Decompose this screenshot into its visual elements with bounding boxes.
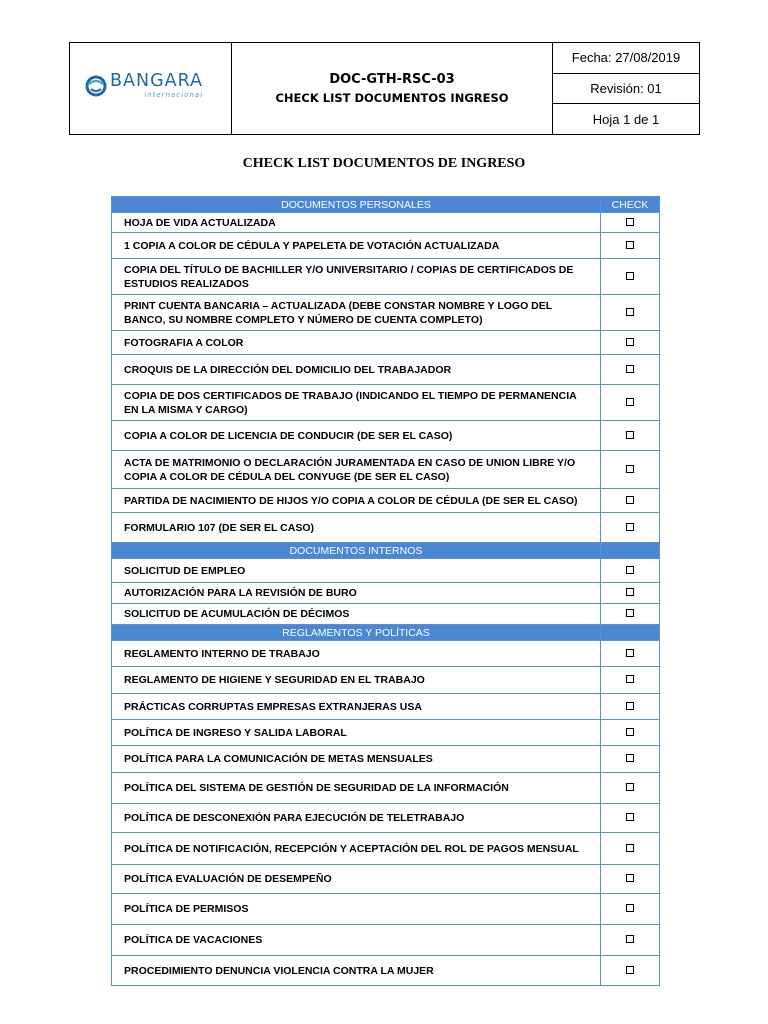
check-column-header: CHECK — [601, 197, 660, 213]
checkbox[interactable] — [626, 675, 634, 683]
document-label: REGLAMENTO DE HIGIENE Y SEGURIDAD EN EL TRABAJO — [112, 667, 601, 694]
document-label: SOLICITUD DE EMPLEO — [112, 559, 601, 583]
document-label: COPIA A COLOR DE LICENCIA DE CONDUCIR (DE SER EL CASO) — [112, 421, 601, 451]
checklist-row — [112, 295, 660, 331]
check-cell — [601, 559, 660, 583]
checklist-row — [112, 604, 660, 625]
checklist-row — [112, 233, 660, 259]
checkbox[interactable] — [626, 874, 634, 882]
document-date: Fecha: 27/08/2019 — [571, 50, 681, 66]
checkbox[interactable] — [626, 904, 634, 912]
document-meta — [553, 43, 699, 134]
company-logo — [85, 73, 203, 99]
check-cell — [601, 451, 660, 489]
checklist-row — [112, 720, 660, 746]
check-cell — [601, 489, 660, 513]
document-label: POLÍTICA DE INGRESO Y SALIDA LABORAL — [112, 720, 601, 746]
logo-subtitle: internacional — [144, 90, 204, 99]
check-cell — [601, 421, 660, 451]
checklist-row — [112, 331, 660, 355]
checklist-row — [112, 746, 660, 773]
section-title: REGLAMENTOS Y POLÍTICAS — [112, 625, 601, 641]
checkbox[interactable] — [626, 754, 634, 762]
checkbox[interactable] — [626, 338, 634, 346]
check-cell — [601, 667, 660, 694]
checkbox[interactable] — [626, 272, 634, 280]
checklist-row — [112, 925, 660, 956]
checkbox[interactable] — [626, 966, 634, 974]
page-title: CHECK LIST DOCUMENTOS DE INGRESO — [242, 156, 526, 171]
checklist-row — [112, 355, 660, 385]
checklist-row — [112, 421, 660, 451]
checklist-row — [112, 259, 660, 295]
checkbox[interactable] — [626, 398, 634, 406]
document-label: POLÍTICA EVALUACIÓN DE DESEMPEÑO — [112, 865, 601, 894]
checkbox[interactable] — [626, 431, 634, 439]
check-cell — [601, 213, 660, 233]
checkbox[interactable] — [626, 465, 634, 473]
document-label: COPIA DEL TÍTULO DE BACHILLER Y/O UNIVERSITARIO / COPIAS DE CERTIFICADOS DE ESTUDIOS REALIZADOS — [112, 259, 601, 295]
checkbox[interactable] — [626, 218, 634, 226]
document-header — [69, 42, 700, 135]
document-label: REGLAMENTO INTERNO DE TRABAJO — [112, 641, 601, 667]
section-header — [112, 625, 660, 641]
checkbox[interactable] — [626, 588, 634, 596]
checkbox[interactable] — [626, 566, 634, 574]
document-label: SOLICITUD DE ACUMULACIÓN DE DÉCIMOS — [112, 604, 601, 625]
check-cell — [601, 746, 660, 773]
check-cell — [601, 233, 660, 259]
check-cell — [601, 355, 660, 385]
check-cell — [601, 833, 660, 865]
document-page: Hoja 1 de 1 — [553, 103, 699, 134]
check-column-header — [601, 543, 660, 559]
document-label: COPIA DE DOS CERTIFICADOS DE TRABAJO (INDICANDO EL TIEMPO DE PERMANENCIA EN LA MISMA Y CARGO) — [112, 385, 601, 421]
check-cell — [601, 641, 660, 667]
checklist-table — [111, 196, 660, 986]
document-label: CROQUIS DE LA DIRECCIÓN DEL DOMICILIO DEL TRABAJADOR — [112, 355, 601, 385]
section-header — [112, 543, 660, 559]
checklist-row — [112, 489, 660, 513]
document-label: POLÍTICA PARA LA COMUNICACIÓN DE METAS MENSUALES — [112, 746, 601, 773]
checklist-row — [112, 451, 660, 489]
checklist-row — [112, 385, 660, 421]
document-label: PRÁCTICAS CORRUPTAS EMPRESAS EXTRANJERAS USA — [112, 694, 601, 720]
checkbox[interactable] — [626, 496, 634, 504]
document-code: DOC-GTH-RSC-03 — [329, 72, 455, 87]
check-cell — [601, 925, 660, 956]
checklist-row — [112, 833, 660, 865]
checklist-row — [112, 213, 660, 233]
document-label: POLÍTICA DEL SISTEMA DE GESTIÓN DE SEGURIDAD DE LA INFORMACIÓN — [112, 773, 601, 804]
document-label: POLÍTICA DE PERMISOS — [112, 894, 601, 925]
check-cell — [601, 604, 660, 625]
checkbox[interactable] — [626, 813, 634, 821]
checklist-row — [112, 956, 660, 986]
document-label: 1 COPIA A COLOR DE CÉDULA Y PAPELETA DE VOTACIÓN ACTUALIZADA — [112, 233, 601, 259]
checkbox[interactable] — [626, 241, 634, 249]
document-label: AUTORIZACIÓN PARA LA REVISIÓN DE BURO — [112, 583, 601, 604]
document-label: HOJA DE VIDA ACTUALIZADA — [112, 213, 601, 233]
checklist-row — [112, 694, 660, 720]
check-cell — [601, 720, 660, 746]
checkbox[interactable] — [626, 365, 634, 373]
document-label: PARTIDA DE NACIMIENTO DE HIJOS Y/O COPIA A COLOR DE CÉDULA (DE SER EL CASO) — [112, 489, 601, 513]
checklist-row — [112, 641, 660, 667]
checkbox[interactable] — [626, 844, 634, 852]
checklist-row — [112, 865, 660, 894]
section-title: DOCUMENTOS INTERNOS — [112, 543, 601, 559]
check-cell — [601, 259, 660, 295]
check-cell — [601, 331, 660, 355]
section-header — [112, 197, 660, 213]
check-cell — [601, 773, 660, 804]
check-cell — [601, 804, 660, 833]
check-cell — [601, 894, 660, 925]
document-id-cell — [232, 43, 553, 134]
check-cell — [601, 694, 660, 720]
checklist-row — [112, 559, 660, 583]
document-label: POLÍTICA DE VACACIONES — [112, 925, 601, 956]
document-label: PROCEDIMIENTO DENUNCIA VIOLENCIA CONTRA LA MUJER — [112, 956, 601, 986]
checklist-row — [112, 894, 660, 925]
checkbox[interactable] — [626, 609, 634, 617]
checklist-row — [112, 667, 660, 694]
checkbox[interactable] — [626, 308, 634, 316]
document-label: POLÍTICA DE DESCONEXIÓN PARA EJECUCIÓN DE TELETRABAJO — [112, 804, 601, 833]
logo-cell — [70, 43, 232, 134]
section-title: DOCUMENTOS PERSONALES — [112, 197, 601, 213]
document-label: FORMULARIO 107 (DE SER EL CASO) — [112, 513, 601, 543]
checkbox[interactable] — [626, 935, 634, 943]
checklist-row — [112, 583, 660, 604]
check-cell — [601, 385, 660, 421]
checkbox[interactable] — [626, 728, 634, 736]
document-label: FOTOGRAFIA A COLOR — [112, 331, 601, 355]
document-revision: Revisión: 01 — [553, 73, 699, 104]
document-label: POLÍTICA DE NOTIFICACIÓN, RECEPCIÓN Y ACEPTACIÓN DEL ROL DE PAGOS MENSUAL — [112, 833, 601, 865]
check-cell — [601, 956, 660, 986]
check-cell — [601, 865, 660, 894]
checkbox[interactable] — [626, 649, 634, 657]
checklist-row — [112, 513, 660, 543]
check-cell — [601, 583, 660, 604]
checkbox[interactable] — [626, 523, 634, 531]
checkbox[interactable] — [626, 783, 634, 791]
document-label: PRINT CUENTA BANCARIA – ACTUALIZADA (DEBE CONSTAR NOMBRE Y LOGO DEL BANCO, SU NOMBRE COMPLETO Y NÚMERO DE CUENTA COMPLETO) — [112, 295, 601, 331]
bangara-logo-icon — [85, 75, 107, 97]
document-label: ACTA DE MATRIMONIO O DECLARACIÓN JURAMENTADA EN CASO DE UNION LIBRE Y/O COPIA A COLOR DE CÉDULA DEL CONYUGE (DE SER EL CASO) — [112, 451, 601, 489]
document-subtitle: CHECK LIST DOCUMENTOS INGRESO — [275, 91, 509, 105]
check-cell — [601, 295, 660, 331]
checklist-row — [112, 773, 660, 804]
check-column-header — [601, 625, 660, 641]
check-cell — [601, 513, 660, 543]
logo-name: BANGARA — [110, 71, 204, 91]
checklist-row — [112, 804, 660, 833]
checkbox[interactable] — [626, 702, 634, 710]
